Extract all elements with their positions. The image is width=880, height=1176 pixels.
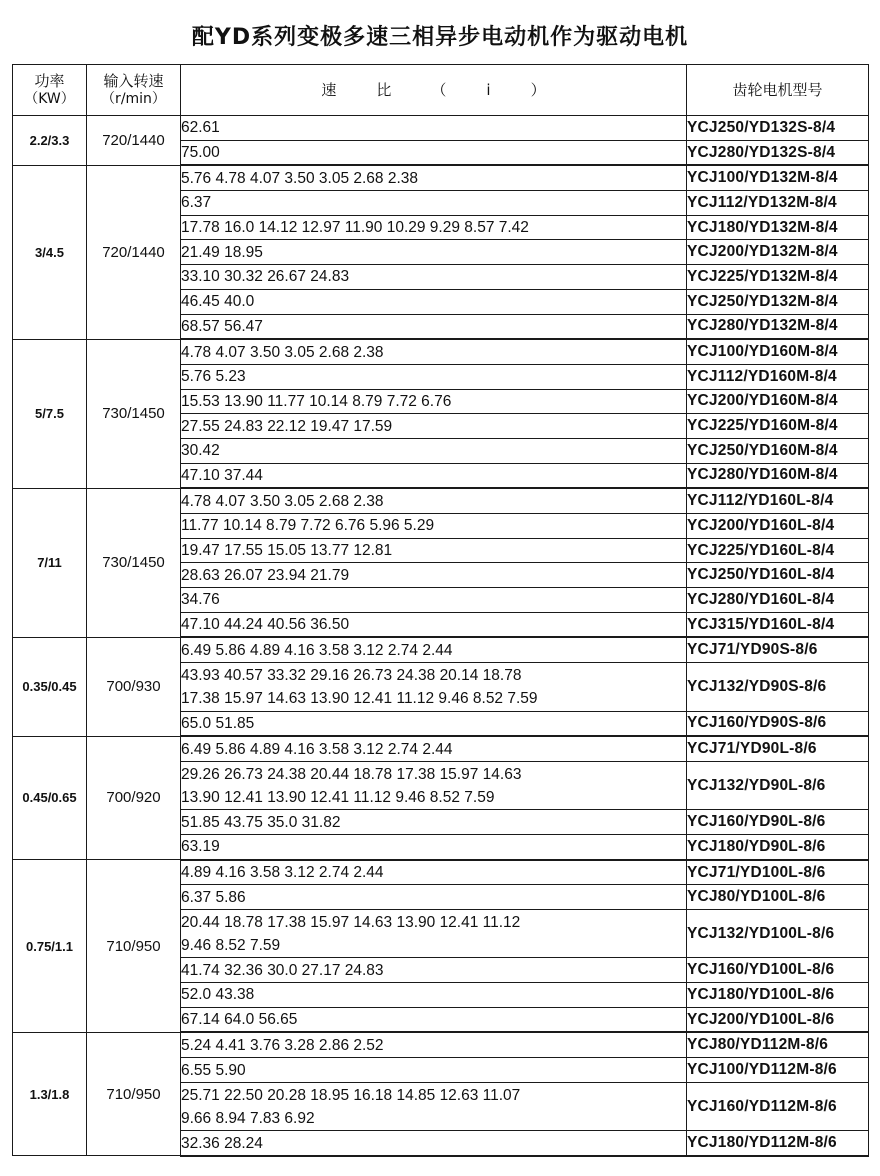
ratio-cell: 52.0 43.38	[181, 983, 687, 1008]
table-body	[13, 116, 869, 1156]
ratio-cell: 6.49 5.86 4.89 4.16 3.58 3.12 2.74 2.44	[181, 736, 687, 761]
table-header	[13, 65, 869, 116]
ratio-cell: 4.78 4.07 3.50 3.05 2.68 2.38	[181, 339, 687, 364]
ratio-cell: 46.45 40.0	[181, 289, 687, 314]
ratio-cell: 65.0 51.85	[181, 711, 687, 736]
model-cell: YCJ250/YD132S-8/4	[687, 116, 869, 141]
ratio-cell: 6.49 5.86 4.89 4.16 3.58 3.12 2.74 2.44	[181, 637, 687, 662]
ratio-cell: 21.49 18.95	[181, 240, 687, 265]
table-row	[13, 860, 869, 885]
model-cell: YCJ280/YD132S-8/4	[687, 140, 869, 165]
ratio-cell: 6.55 5.90	[181, 1058, 687, 1083]
selection-table	[12, 64, 869, 1157]
table-row	[13, 637, 869, 662]
model-cell: YCJ250/YD132M-8/4	[687, 289, 869, 314]
model-cell: YCJ180/YD90L-8/6	[687, 834, 869, 859]
header-power-label: 功率	[34, 72, 65, 90]
power-cell: 3/4.5	[13, 165, 87, 339]
model-cell: YCJ225/YD132M-8/4	[687, 265, 869, 290]
model-cell: YCJ160/YD112M-8/6	[687, 1082, 869, 1130]
input-speed-cell: 700/920	[87, 736, 181, 859]
model-cell: YCJ160/YD100L-8/6	[687, 958, 869, 983]
header-model: 齿轮电机型号	[687, 65, 869, 116]
model-cell: YCJ71/YD90L-8/6	[687, 736, 869, 761]
table-row	[13, 165, 869, 190]
ratio-cell: 34.76	[181, 588, 687, 613]
model-cell: YCJ180/YD112M-8/6	[687, 1131, 869, 1156]
ratio-cell: 63.19	[181, 834, 687, 859]
power-cell: 0.75/1.1	[13, 860, 87, 1033]
model-cell: YCJ250/YD160L-8/4	[687, 563, 869, 588]
header-power-unit: （KW）	[24, 91, 75, 107]
power-cell: 0.35/0.45	[13, 637, 87, 736]
model-cell: YCJ132/YD100L-8/6	[687, 910, 869, 958]
document-title: 配YD系列变极多速三相异步电动机作为驱动电机	[191, 25, 689, 50]
model-cell: YCJ200/YD160L-8/4	[687, 514, 869, 539]
model-cell: YCJ132/YD90S-8/6	[687, 663, 869, 711]
model-cell: YCJ280/YD160M-8/4	[687, 463, 869, 488]
ratio-cell: 75.00	[181, 140, 687, 165]
model-cell: YCJ71/YD90S-8/6	[687, 637, 869, 662]
header-ratio: 速比（i）	[181, 65, 687, 116]
power-cell: 1.3/1.8	[13, 1032, 87, 1155]
model-cell: YCJ80/YD112M-8/6	[687, 1032, 869, 1057]
model-cell: YCJ315/YD160L-8/4	[687, 612, 869, 637]
header-speed	[87, 65, 181, 116]
ratio-cell: 27.55 24.83 22.12 19.47 17.59	[181, 414, 687, 439]
ratio-cell: 30.42	[181, 438, 687, 463]
model-cell: YCJ132/YD90L-8/6	[687, 761, 869, 809]
ratio-cell: 33.10 30.32 26.67 24.83	[181, 265, 687, 290]
model-cell: YCJ112/YD160M-8/4	[687, 364, 869, 389]
ratio-cell: 6.37	[181, 191, 687, 216]
power-cell: 7/11	[13, 488, 87, 637]
model-cell: YCJ280/YD160L-8/4	[687, 588, 869, 613]
ratio-cell: 67.14 64.0 56.65	[181, 1007, 687, 1032]
model-cell: YCJ100/YD112M-8/6	[687, 1058, 869, 1083]
power-cell: 0.45/0.65	[13, 736, 87, 859]
ratio-cell: 20.44 18.78 17.38 15.97 14.63 13.90 12.41 11.12 9.46 8.52 7.59	[181, 910, 687, 958]
model-cell: YCJ200/YD160M-8/4	[687, 389, 869, 414]
input-speed-cell: 710/950	[87, 1032, 181, 1155]
model-cell: YCJ160/YD90L-8/6	[687, 810, 869, 835]
ratio-cell: 4.78 4.07 3.50 3.05 2.68 2.38	[181, 488, 687, 513]
model-cell: YCJ100/YD132M-8/4	[687, 165, 869, 190]
ratio-cell: 68.57 56.47	[181, 314, 687, 339]
ratio-cell: 32.36 28.24	[181, 1131, 687, 1156]
ratio-cell: 47.10 37.44	[181, 463, 687, 488]
ratio-cell: 62.61	[181, 116, 687, 141]
model-cell: YCJ250/YD160M-8/4	[687, 438, 869, 463]
power-cell: 5/7.5	[13, 339, 87, 488]
model-cell: YCJ200/YD100L-8/6	[687, 1007, 869, 1032]
ratio-cell: 5.76 4.78 4.07 3.50 3.05 2.68 2.38	[181, 165, 687, 190]
model-cell: YCJ180/YD132M-8/4	[687, 215, 869, 240]
input-speed-cell: 710/950	[87, 860, 181, 1033]
power-cell: 2.2/3.3	[13, 116, 87, 166]
ratio-cell: 4.89 4.16 3.58 3.12 2.74 2.44	[181, 860, 687, 885]
input-speed-cell: 730/1450	[87, 339, 181, 488]
model-cell: YCJ71/YD100L-8/6	[687, 860, 869, 885]
ratio-cell: 11.77 10.14 8.79 7.72 6.76 5.96 5.29	[181, 514, 687, 539]
model-cell: YCJ112/YD132M-8/4	[687, 191, 869, 216]
model-cell: YCJ225/YD160L-8/4	[687, 538, 869, 563]
model-cell: YCJ280/YD132M-8/4	[687, 314, 869, 339]
ratio-cell: 47.10 44.24 40.56 36.50	[181, 612, 687, 637]
ratio-cell: 15.53 13.90 11.77 10.14 8.79 7.72 6.76	[181, 389, 687, 414]
ratio-cell: 19.47 17.55 15.05 13.77 12.81	[181, 538, 687, 563]
ratio-cell: 6.37 5.86	[181, 885, 687, 910]
header-power	[13, 65, 87, 116]
model-cell: YCJ200/YD132M-8/4	[687, 240, 869, 265]
model-cell: YCJ112/YD160L-8/4	[687, 488, 869, 513]
table-row	[13, 488, 869, 513]
table-row	[13, 736, 869, 761]
input-speed-cell: 700/930	[87, 637, 181, 736]
ratio-cell: 5.76 5.23	[181, 364, 687, 389]
model-cell: YCJ180/YD100L-8/6	[687, 983, 869, 1008]
table-row	[13, 116, 869, 141]
model-cell: YCJ100/YD160M-8/4	[687, 339, 869, 364]
model-cell: YCJ225/YD160M-8/4	[687, 414, 869, 439]
model-cell: YCJ80/YD100L-8/6	[687, 885, 869, 910]
ratio-cell: 25.71 22.50 20.28 18.95 16.18 14.85 12.63 11.07 9.66 8.94 7.83 6.92	[181, 1082, 687, 1130]
header-speed-label: 输入转速	[103, 72, 164, 90]
ratio-cell: 41.74 32.36 30.0 27.17 24.83	[181, 958, 687, 983]
ratio-cell: 28.63 26.07 23.94 21.79	[181, 563, 687, 588]
ratio-cell: 17.78 16.0 14.12 12.97 11.90 10.29 9.29 8.57 7.42	[181, 215, 687, 240]
model-cell: YCJ160/YD90S-8/6	[687, 711, 869, 736]
input-speed-cell: 730/1450	[87, 488, 181, 637]
input-speed-cell: 720/1440	[87, 165, 181, 339]
ratio-cell: 51.85 43.75 35.0 31.82	[181, 810, 687, 835]
ratio-cell: 43.93 40.57 33.32 29.16 26.73 24.38 20.14 18.78 17.38 15.97 14.63 13.90 12.41 11.12 9.46 8.52 7.59	[181, 663, 687, 711]
ratio-cell: 29.26 26.73 24.38 20.44 18.78 17.38 15.97 14.63 13.90 12.41 13.90 12.41 11.12 9.46 8.52 7.59	[181, 761, 687, 809]
input-speed-cell: 720/1440	[87, 116, 181, 166]
header-speed-unit: （r/min）	[101, 91, 166, 107]
ratio-cell: 5.24 4.41 3.76 3.28 2.86 2.52	[181, 1032, 687, 1057]
table-row	[13, 1032, 869, 1057]
table-row	[13, 339, 869, 364]
